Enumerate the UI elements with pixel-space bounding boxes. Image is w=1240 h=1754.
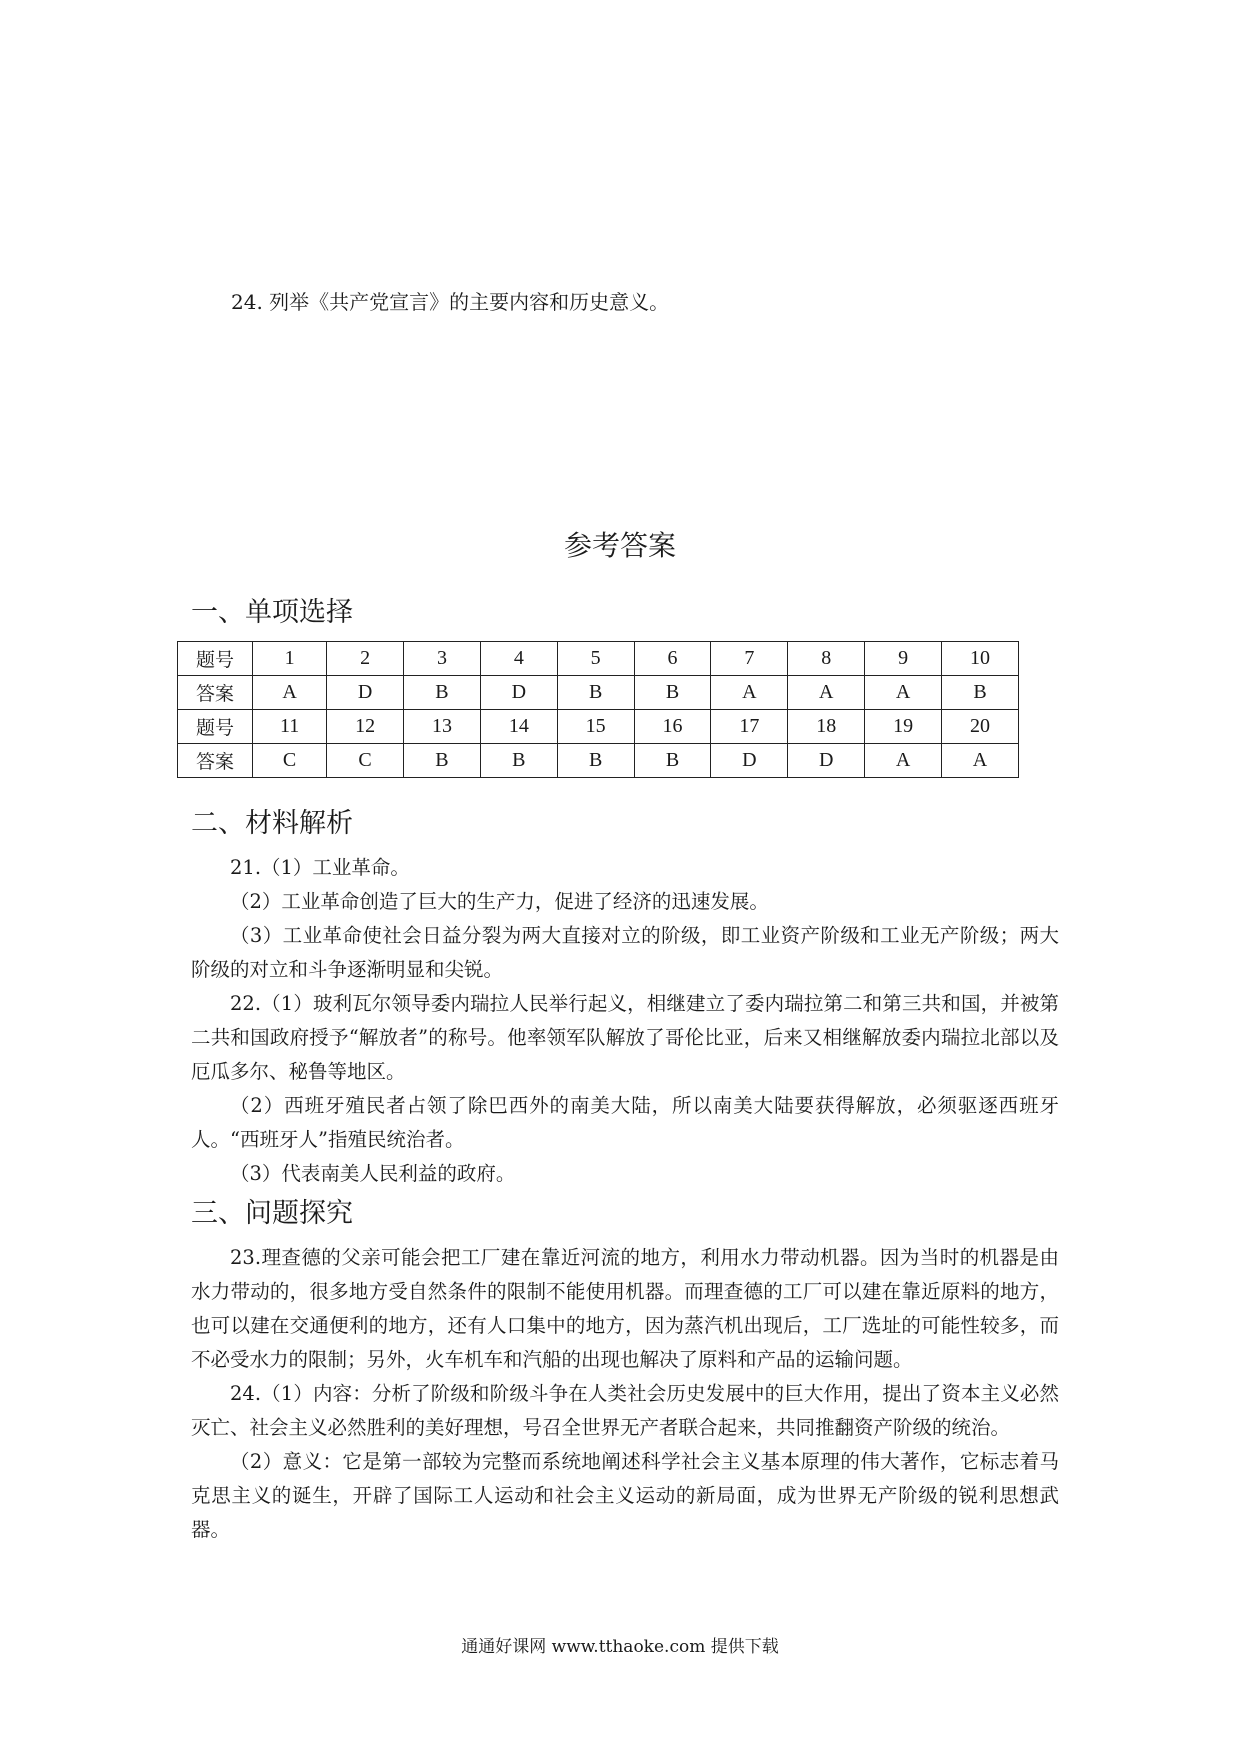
table-cell: 4 [480,642,557,676]
table-cell: C [327,744,404,778]
table-cell: 6 [634,642,711,676]
table-cell: 18 [788,710,865,744]
footer-source: 通通好课网 www.tthaoke.com 提供下载 [461,1637,779,1657]
table-cell: 3 [404,642,481,676]
table-cell: 12 [327,710,404,744]
section-heading-material-analysis: 二、材料解析 [191,808,353,839]
table-row [178,676,1019,710]
table-cell: 8 [788,642,865,676]
answer-24-2: （2）意义：它是第一部较为完整而系统地阐述科学社会主义基本原理的伟大著作，它标志着马克思主义的诞生，开辟了国际工人运动和社会主义运动的新局面，成为世界无产阶级的锐利思想武器。 [191,1450,1059,1541]
question-24: 24. 列举《共产党宣言》的主要内容和历史意义。 [231,290,670,314]
table-row-header: 答案 [178,676,253,710]
table-cell: 5 [557,642,634,676]
table-row [178,710,1019,744]
answer-23: 23.理查德的父亲可能会把工厂建在靠近河流的地方，利用水力带动机器。因为当时的机器是由水力带动的，很多地方受自然条件的限制不能使用机器。而理查德的工厂可以建在靠近原料的地方，也可以建在交通便利的地方，还有人口集中的地方，因为蒸汽机出现后，工厂选址的可能性较多，而不必受水力的限制；另外，火车机车和汽船的出现也解决了原料和产品的运输问题。 [191,1246,1059,1371]
table-row [178,642,1019,676]
table-cell: 11 [253,710,327,744]
table-cell: B [557,676,634,710]
material-analysis-answers [191,851,1059,1191]
answer-22-1: 22.（1）玻利瓦尔领导委内瑞拉人民举行起义，相继建立了委内瑞拉第二和第三共和国，并被第二共和国政府授予“解放者”的称号。他率领军队解放了哥伦比亚，后来又相继解放委内瑞拉北部以及厄瓜多尔、秘鲁等地区。 [191,992,1059,1083]
page-title: 参考答案 [563,529,676,562]
table-cell: B [557,744,634,778]
table-cell: D [480,676,557,710]
table-cell: 1 [253,642,327,676]
table-cell: 2 [327,642,404,676]
table-cell: B [404,676,481,710]
table-row-header: 题号 [178,710,253,744]
table-cell: A [865,744,942,778]
table-cell: 20 [942,710,1019,744]
table-cell: A [865,676,942,710]
table-cell: B [634,676,711,710]
table-row-header: 答案 [178,744,253,778]
answer-24-1: 24.（1）内容：分析了阶级和阶级斗争在人类社会历史发展中的巨大作用，提出了资本主义必然灭亡、社会主义必然胜利的美好理想，号召全世界无产者联合起来，共同推翻资产阶级的统治。 [191,1382,1059,1439]
answer-22-2: （2）西班牙殖民者占领了除巴西外的南美大陆，所以南美大陆要获得解放，必须驱逐西班牙人。“西班牙人”指殖民统治者。 [191,1094,1059,1151]
section-heading-multiple-choice: 一、单项选择 [191,597,353,628]
table-cell: 13 [404,710,481,744]
table-cell: 15 [557,710,634,744]
table-cell: B [942,676,1019,710]
table-cell: C [253,744,327,778]
table-row [178,744,1019,778]
table-cell: A [788,676,865,710]
table-cell: A [942,744,1019,778]
answer-table [177,641,1019,778]
table-row-header: 题号 [178,642,253,676]
table-cell: D [327,676,404,710]
answer-21-1: 21.（1）工业革命。 [230,856,410,879]
section-heading-inquiry: 三、问题探究 [191,1198,353,1229]
table-cell: B [634,744,711,778]
table-cell: 10 [942,642,1019,676]
table-cell: A [253,676,327,710]
table-cell: 9 [865,642,942,676]
table-cell: 19 [865,710,942,744]
table-cell: 14 [480,710,557,744]
table-cell: B [404,744,481,778]
inquiry-answers [191,1241,1059,1547]
table-cell: 16 [634,710,711,744]
answer-22-3: （3）代表南美人民利益的政府。 [230,1162,516,1185]
table-cell: D [711,744,788,778]
answer-21-2: （2）工业革命创造了巨大的生产力，促进了经济的迅速发展。 [230,890,769,913]
table-cell: B [480,744,557,778]
table-cell: D [788,744,865,778]
answer-21-3: （3）工业革命使社会日益分裂为两大直接对立的阶级，即工业资产阶级和工业无产阶级；两大阶级的对立和斗争逐渐明显和尖锐。 [191,924,1059,981]
table-cell: 17 [711,710,788,744]
table-cell: 7 [711,642,788,676]
table-cell: A [711,676,788,710]
